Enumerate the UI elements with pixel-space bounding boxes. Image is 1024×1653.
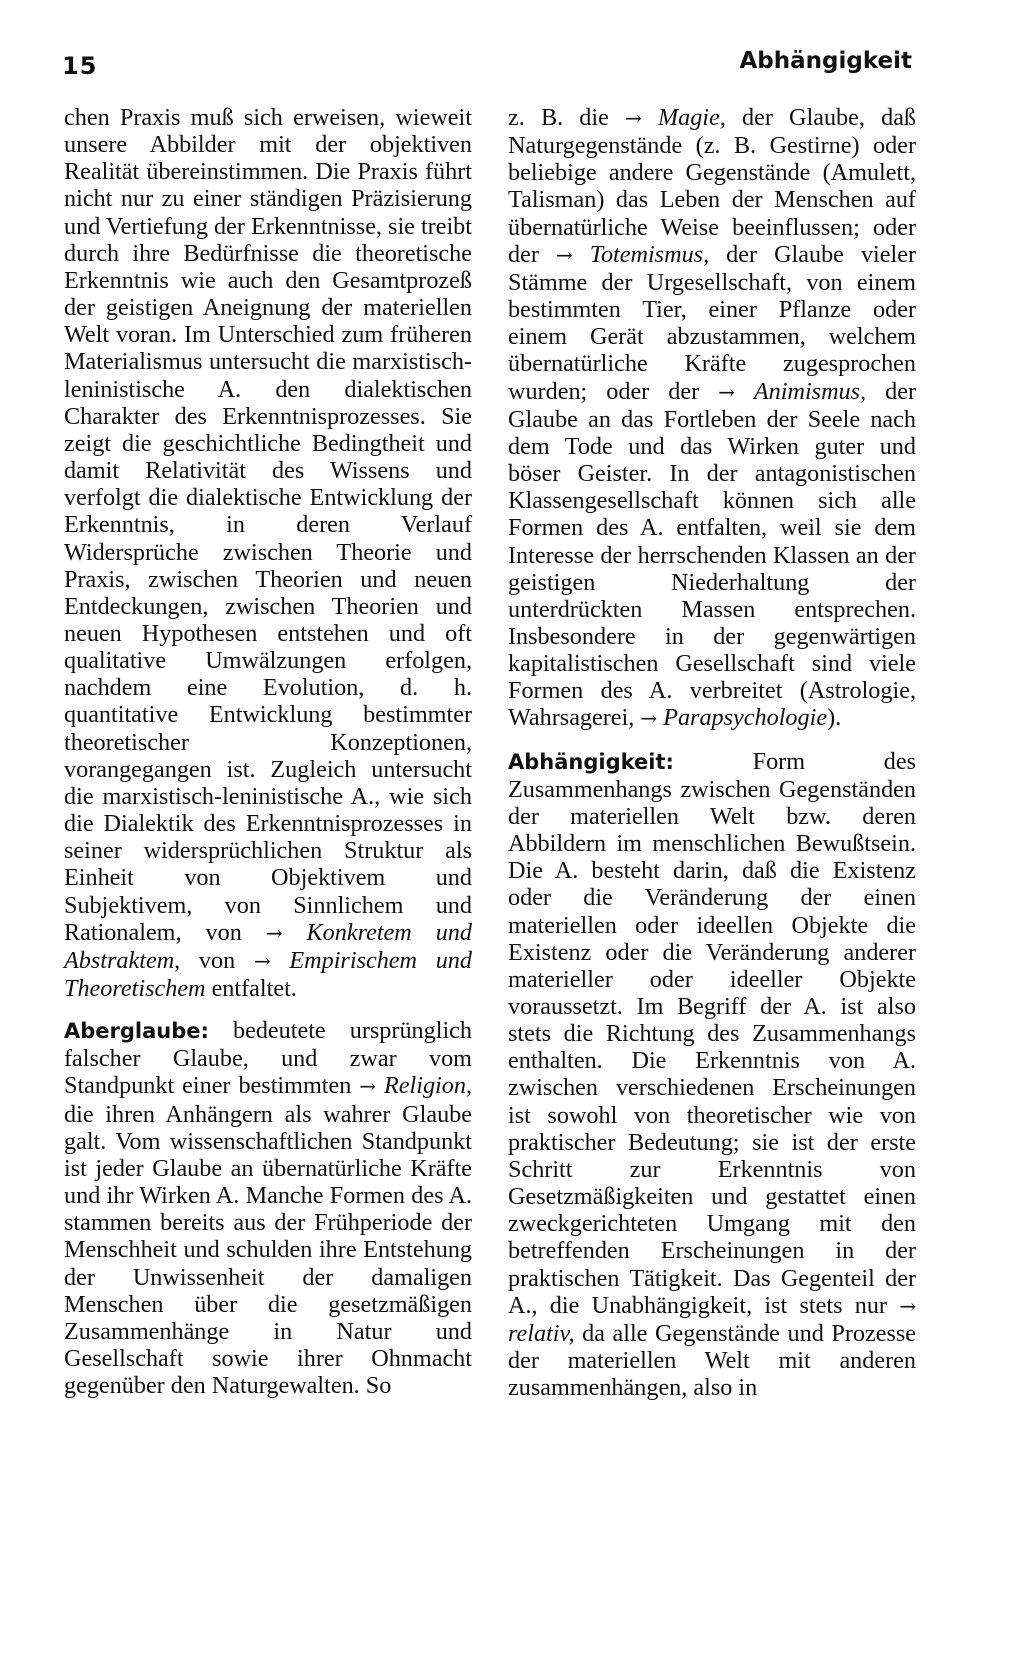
cross-reference: Parapsychologie [663,704,828,732]
text-run: z. B. die [508,104,609,131]
entry-aberglaube [64,1017,472,1399]
page-header [0,0,1024,100]
cross-reference-arrow: → [359,1074,377,1099]
entry-headword: Aberglaube: [64,1019,209,1044]
text-run: die ihren Anhängern als wahrer Glaube galt. Vom wissenschaftlichen Standpunkt ist jeder Glaube an übernatürliche Kräfte und ihr Wirken A. Manche Formen des A. stammen bereits aus der Frühperiode der Menschheit und schulden ihre Entstehung der Unwissenheit der damaligen Menschen über die gesetzmäßigen Zusammenhänge in Natur und Gesellschaft sowie ihrer Ohnmacht gegenüber den Naturgewalten. So [64,1100,472,1400]
running-head: Abhängigkeit [739,48,912,74]
cross-reference-arrow: → [555,242,573,267]
text-run: da alle Gegenstände und Prozesse der materiellen Welt mit anderen zusammenhängen, also in [508,1319,917,1402]
continuation-paragraph [64,104,472,1002]
text-run: chen Praxis muß sich erweisen, wieweit unsere Abbilder mit der objektiven Realität übereinstimmen. Die Praxis führt nicht nur zu einer ständigen Präzisierung und Vertiefung der Erkenntnisse, sie treibt durch ihre Bedürfnisse die theoretische Erkenntnis wie auch den Gesamtprozeß der geistigen Aneignung der materiellen Welt voran. Im Unterschied zum früheren Materialismus untersucht die marxistisch-leninistische A. den dialektischen Charakter des Erkenntnisprozesses. Sie zeigt die geschichtliche Bedingtheit und damit Relativität des Wissens und verfolgt die dialektische Entwicklung der Erkenntnis, in deren Verlauf Widersprüche zwischen Theorie und Praxis, zwischen Theorien und neuen Entdeckungen, zwischen Theorien und neuen Hypothesen entstehen und oft qualitative Umwälzungen erfolgen, nachdem eine Evolution, d. h. quantitative Entwicklung bestimmter theoretischer Konzeptionen, vorangegangen ist. Zugleich untersucht die marxistisch-leninistische A., wie sich die Dialektik des Erkenntnisprozesses in seiner widersprüchlichen Struktur als Einheit von Objektivem und Subjektivem, von Sinnlichem und Rationalem, von [64,104,472,946]
cross-reference-arrow: → [253,948,271,973]
cross-reference-arrow: → [640,706,658,731]
text-run: von [198,946,236,974]
entry-abhaengigkeit [508,748,916,1402]
text-run: entfaltet. [211,975,297,1002]
cross-reference-arrow: → [899,1293,916,1318]
entry-headword: Abhängigkeit: [508,749,674,774]
cross-reference: Animismus, [753,377,867,405]
text-run: der Glaube, daß Naturgegenstände (z. B. Gestirne) oder beliebige andere Gegenstände (Amulett, Talisman) das Leben der Menschen auf übernatürliche Weise beeinflussen; oder der [508,104,917,268]
cross-reference: Empirischem und Theoretischem [64,946,472,1002]
left-column [64,104,472,1399]
text-run: bedeutete ursprünglich falscher Glaube, und zwar vom Standpunkt einer bestimmten [64,1017,472,1100]
continuation-paragraph [508,104,916,733]
cross-reference: Totemismus, [589,240,710,268]
cross-reference-arrow: → [718,379,735,404]
cross-reference-arrow: → [265,920,283,945]
cross-reference: Konkretem und Abstraktem, [64,918,472,974]
text-run: der Glaube vieler Stämme der Urgesellschaft, von einem bestimmten Tier, einer Pflanze oder einem Gerät abzustammen, welchem übernatürliche Kräfte zugesprochen wurden; oder der [508,240,917,405]
text-run: Form des Zusammenhangs zwischen Gegenständen der materiellen Welt bzw. deren Abbildern im menschlichen Bewußtsein. Die A. besteht darin, daß die Existenz oder die Veränderung der einen materiellen oder ideellen Objekte die Existenz oder die Veränderung anderer materieller oder ideeller Objekte voraussetzt. Im Begriff der A. ist also stets die Richtung des Zusammenhangs enthalten. Die Erkenntnis von A. zwischen verschiedenen Erscheinungen ist sowohl von theoretischer wie von praktischer Bedeutung; sie ist der erste Schritt zur Erkenntnis von Gesetzmäßigkeiten und gestattet einen zweckgerichteten Umgang mit den betreffenden Erscheinungen in der praktischen Tätigkeit. Das Gegenteil der A., die Unabhängigkeit, ist stets nur [508,747,916,1319]
cross-reference-arrow: → [625,106,642,130]
text-run: der Glaube an das Fortleben der Seele nach dem Tode und das Wirken guter und böser Geister. In der antagonistischen Klassengesellschaft können sich alle Formen des A. entfalten, weil sie dem Interesse der herrschenden Klassen an der geistigen Niederhaltung der unterdrückten Massen entsprechen. Insbesondere in der gegenwärtigen kapitalistischen Gesellschaft sind viele Formen des A. verbreitet (Astrologie, Wahrsagerei, [508,377,916,732]
right-column [508,104,916,1401]
page-number: 15 [62,52,98,80]
cross-reference: Magie, [657,104,726,131]
cross-reference: Religion, [384,1072,473,1100]
text-run: ). [827,704,842,732]
cross-reference: relativ, [508,1319,575,1347]
